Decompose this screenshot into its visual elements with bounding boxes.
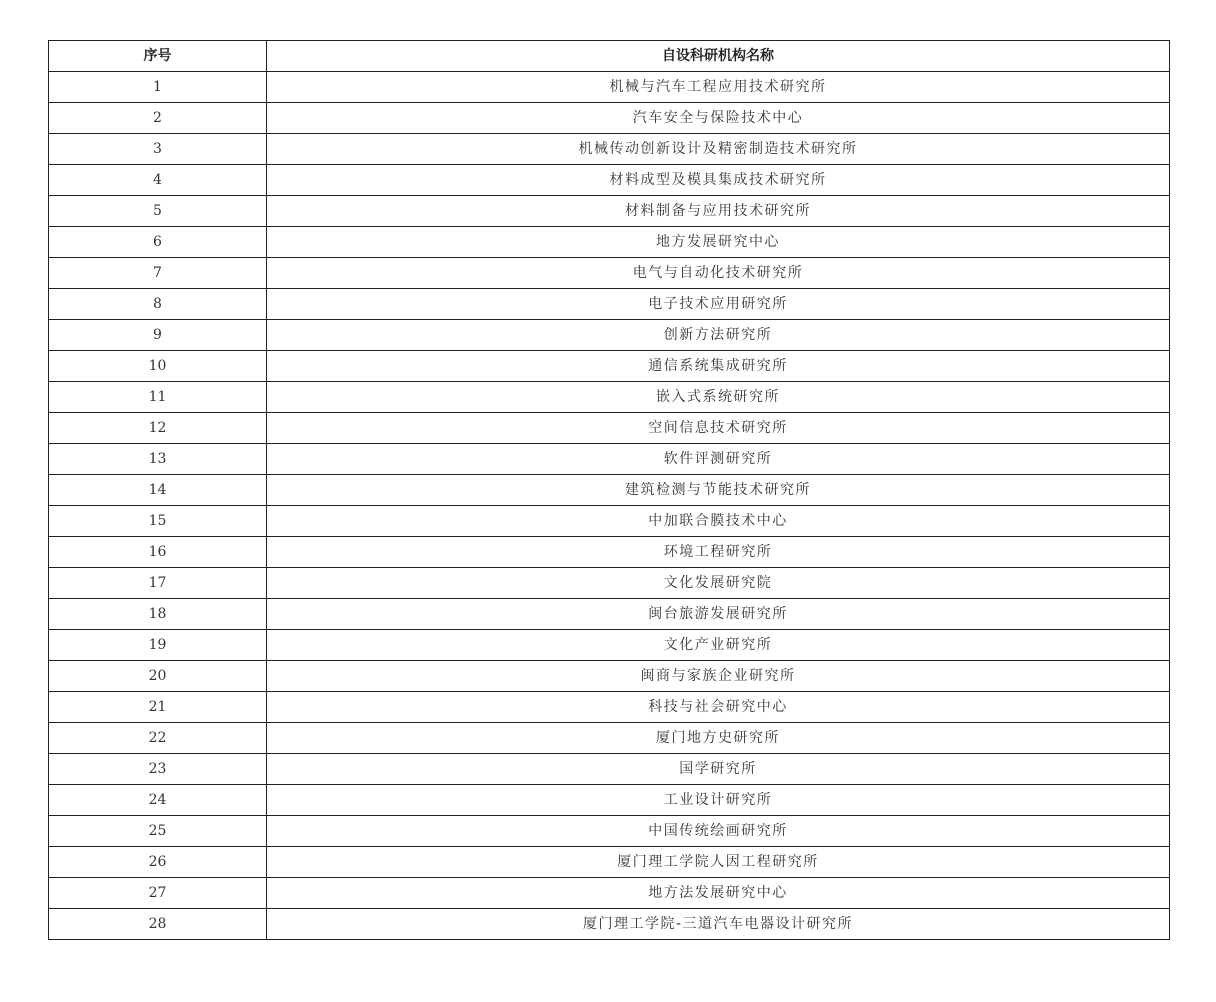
row-institute-name: 电气与自动化技术研究所 — [267, 258, 1170, 289]
header-serial-number: 序号 — [49, 41, 267, 72]
research-institutes-table — [48, 40, 1170, 940]
row-institute-name: 闽商与家族企业研究所 — [267, 661, 1170, 692]
table-row — [49, 103, 1170, 134]
row-serial-number: 18 — [49, 599, 267, 630]
row-serial-number: 21 — [49, 692, 267, 723]
table-row — [49, 506, 1170, 537]
table-row — [49, 568, 1170, 599]
row-serial-number: 26 — [49, 847, 267, 878]
research-institutes-table-container — [48, 40, 1169, 940]
row-institute-name: 厦门地方史研究所 — [267, 723, 1170, 754]
table-row — [49, 599, 1170, 630]
row-serial-number: 28 — [49, 909, 267, 940]
row-serial-number: 8 — [49, 289, 267, 320]
row-institute-name: 嵌入式系统研究所 — [267, 382, 1170, 413]
row-serial-number: 10 — [49, 351, 267, 382]
table-row — [49, 847, 1170, 878]
table-row — [49, 630, 1170, 661]
table-row — [49, 692, 1170, 723]
table-row — [49, 227, 1170, 258]
table-row — [49, 785, 1170, 816]
row-serial-number: 27 — [49, 878, 267, 909]
row-institute-name: 厦门理工学院人因工程研究所 — [267, 847, 1170, 878]
row-institute-name: 空间信息技术研究所 — [267, 413, 1170, 444]
row-serial-number: 24 — [49, 785, 267, 816]
row-serial-number: 12 — [49, 413, 267, 444]
row-institute-name: 工业设计研究所 — [267, 785, 1170, 816]
row-institute-name: 中加联合膜技术中心 — [267, 506, 1170, 537]
table-row — [49, 351, 1170, 382]
table-row — [49, 878, 1170, 909]
row-serial-number: 15 — [49, 506, 267, 537]
table-row — [49, 909, 1170, 940]
table-row — [49, 165, 1170, 196]
table-row — [49, 475, 1170, 506]
table-row — [49, 816, 1170, 847]
table-row — [49, 134, 1170, 165]
row-serial-number: 23 — [49, 754, 267, 785]
row-institute-name: 地方法发展研究中心 — [267, 878, 1170, 909]
row-institute-name: 材料制备与应用技术研究所 — [267, 196, 1170, 227]
row-institute-name: 文化发展研究院 — [267, 568, 1170, 599]
table-header-row — [49, 41, 1170, 72]
table-body — [49, 72, 1170, 940]
row-serial-number: 20 — [49, 661, 267, 692]
row-institute-name: 地方发展研究中心 — [267, 227, 1170, 258]
row-institute-name: 创新方法研究所 — [267, 320, 1170, 351]
table-row — [49, 382, 1170, 413]
row-institute-name: 闽台旅游发展研究所 — [267, 599, 1170, 630]
row-serial-number: 2 — [49, 103, 267, 134]
table-row — [49, 320, 1170, 351]
table-row — [49, 72, 1170, 103]
row-institute-name: 环境工程研究所 — [267, 537, 1170, 568]
row-serial-number: 7 — [49, 258, 267, 289]
row-institute-name: 建筑检测与节能技术研究所 — [267, 475, 1170, 506]
row-institute-name: 机械与汽车工程应用技术研究所 — [267, 72, 1170, 103]
table-row — [49, 196, 1170, 227]
row-institute-name: 中国传统绘画研究所 — [267, 816, 1170, 847]
table-row — [49, 661, 1170, 692]
row-institute-name: 汽车安全与保险技术中心 — [267, 103, 1170, 134]
row-serial-number: 9 — [49, 320, 267, 351]
table-row — [49, 444, 1170, 475]
row-serial-number: 5 — [49, 196, 267, 227]
row-serial-number: 3 — [49, 134, 267, 165]
row-serial-number: 13 — [49, 444, 267, 475]
row-serial-number: 19 — [49, 630, 267, 661]
row-institute-name: 电子技术应用研究所 — [267, 289, 1170, 320]
table-row — [49, 289, 1170, 320]
row-institute-name: 机械传动创新设计及精密制造技术研究所 — [267, 134, 1170, 165]
row-serial-number: 22 — [49, 723, 267, 754]
row-serial-number: 1 — [49, 72, 267, 103]
row-institute-name: 材料成型及模具集成技术研究所 — [267, 165, 1170, 196]
row-serial-number: 4 — [49, 165, 267, 196]
row-institute-name: 科技与社会研究中心 — [267, 692, 1170, 723]
table-row — [49, 754, 1170, 785]
row-serial-number: 25 — [49, 816, 267, 847]
row-serial-number: 11 — [49, 382, 267, 413]
header-institute-name: 自设科研机构名称 — [267, 41, 1170, 72]
row-serial-number: 14 — [49, 475, 267, 506]
table-row — [49, 537, 1170, 568]
row-serial-number: 6 — [49, 227, 267, 258]
row-serial-number: 17 — [49, 568, 267, 599]
row-institute-name: 通信系统集成研究所 — [267, 351, 1170, 382]
table-row — [49, 723, 1170, 754]
row-institute-name: 厦门理工学院-三道汽车电器设计研究所 — [267, 909, 1170, 940]
row-institute-name: 国学研究所 — [267, 754, 1170, 785]
table-row — [49, 413, 1170, 444]
row-institute-name: 软件评测研究所 — [267, 444, 1170, 475]
row-institute-name: 文化产业研究所 — [267, 630, 1170, 661]
table-row — [49, 258, 1170, 289]
row-serial-number: 16 — [49, 537, 267, 568]
